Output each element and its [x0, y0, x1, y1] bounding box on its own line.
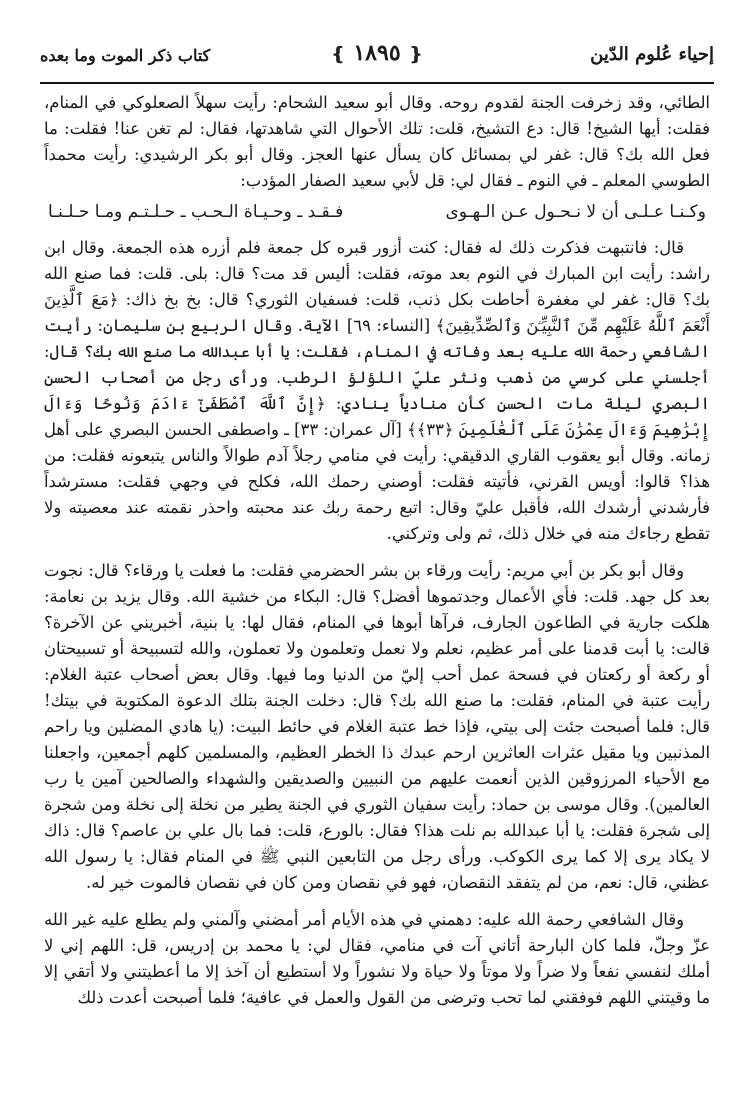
page-header — [40, 40, 714, 82]
paragraph-1: الطائي، وقد زخرفت الجنة لقدوم روحه. وقال أبو سعيد الشحام: رأيت سهلاً الصعلوكي في المنام، فقلت: أيها الشيخ! قال: دع التشيخ، قلت: تلك الأحوال التي شاهدتها، فقال: لم تغن عنا! فقلت: ما فعل الله بك؟ قال: غفر لي بمسائل كان يسأل عنها العجز. وقال أبو بكر الرشيدي: رأيت محمداً الطوسي المعلم ـ في النوم ـ فقال لي: قل لأبي سعيد الصفار المؤدب: — [44, 93, 710, 190]
section-title: كتاب ذكر الموت وما بعده — [40, 46, 211, 65]
page-number-block — [331, 40, 424, 66]
page-number: ١٨٩٥ — [353, 40, 401, 66]
ornament-right-icon: ❵ — [408, 44, 424, 65]
page-body — [44, 90, 710, 1106]
header-divider — [40, 82, 714, 84]
paragraph-2: قال: فانتبهت فذكرت ذلك له فقال: كنت أزور قبره كل جمعة فلم أزره هذه الجمعة. وقال ابن راشد: رأيت ابن المبارك في النوم بعد موته، فقلت: أليس قد مت؟ قال: بلى. قلت: فما صنع الله بك؟ قال: غفر لي مغفرة أحاطت بكل ذنب، قلت: فسفيان الثوري؟ قال: بخ بخ ذاك: ﴿مَعَ ٱلَّذِينَ أَنْعَمَ ٱللَّهُ عَلَيْهِم مِّنَ ٱلنَّبِيِّـۧنَ وَٱلصِّدِّيقِينَ﴾ [النساء: ٦٩] الآية. وقال الربيع بن سليمان: رأيت الشافعي رحمة الله عليه بعد وفاته في المنام، فقلت: يا أبا عبدالله ما صنع الله بك؟ قال: أجلسني على كرسي من ذهب ونثر عليّ اللؤلؤ الرطب. ورأى رجل من أصحاب الحسن البصري ليلة مات الحسن كأن منادياً ينادي: ﴿إِنَّ ٱللَّهَ ٱصْطَفَىٰٓ ءَادَمَ وَنُوحًا وَءَالَ إِبْرَٰهِيمَ وَءَالَ عِمْرَٰنَ عَلَى ٱلْعَٰلَمِينَ ﴿٣٣﴾﴾ [آل عمران: ٣٣] ـ واصطفى الحسن البصري على أهل زمانه. وقال أبو يعقوب القاري الدقيقي: رأيت في منامي رجلاً آدم طوالاً والناس يتبعونه فقلت: من هذا؟ قالوا: أويس القرني، فأتيته فقلت: أوصني رحمك الله، فكلح في وجهي فقلت: مسترشداً فأرشدني أرشدك الله، فأقبل عليّ وقال: اتبع رحمة ربك عند محبته واحذر نقمته عند معصيته ولا تقطع رجاءك منه في خلال ذلك، ثم ولى وتركني. — [44, 238, 710, 543]
paragraph-3: وقال أبو بكر بن أبي مريم: رأيت ورقاء بن بشر الحضرمي فقلت: ما فعلت يا ورقاء؟ قال: نجوت بعد كل جهد. قلت: فأي الأعمال وجدتموها أفضل؟ قال: البكاء من خشية الله. وقال يزيد بن نعامة: هلكت جارية في الطاعون الجارف، فرآها أبوها في المنام، فقال لها: يا بنية، أخبريني عن الآخرة؟ قالت: يا أبت قدمنا على أمر عظيم، نعلم ولا نعمل وتعلمون ولا تعملون، والله لتسبيحة أو تسبيحتان أو ركعة أو ركعتان في فسحة عمل أحب إليّ من الدنيا وما فيها. وقال بعض أصحاب عتبة الغلام: رأيت عتبة في المنام، فقلت: ما صنع الله بك؟ قال: دخلت الجنة بتلك الدعوة المكتوبة في بيتك! قال: فلما أصبحت جئت إلى بيتي، فإذا خط عتبة الغلام في حائط البيت: (يا هادي المضلين ويا راحم المذنبين ويا مقيل عثرات العاثرين ارحم عبدك ذا الخطر العظيم، والمسلمين كلهم أجمعين، واجعلنا مع الأحياء المرزوقين الذين أنعمت عليهم من النبيين والصديقين والشهداء والصالحين آمين يا رب العالمين). وقال موسى بن حماد: رأيت سفيان الثوري في الجنة يطير من نخلة إلى نخلة ومن شجرة إلى شجرة فقلت: يا أبا عبدالله بم نلت هذا؟ فقال: بالورع، قلت: فما بال علي بن عاصم؟ قال: ذاك لا يكاد يرى إلا كما يرى الكوكب. ورأى رجل من التابعين النبي ﷺ في المنام فقال: يا رسول الله عظني، قال: نعم، من لم يتفقد النقصان، فهو في نقصان ومن كان في نقصان فالموت خير له. — [44, 561, 710, 892]
poem-verse — [44, 199, 710, 225]
paragraph-4: وقال الشافعي رحمة الله عليه: دهمني في هذه الأيام أمر أمضني وآلمني ولم يطلع عليه غير الله عزّ وجلّ، فلما كان البارحة أتاني آت في منامي، فقال لي: يا محمد بن إدريس، قل: اللهم إني لا أملك لنفسي نفعاً ولا ضراً ولا موتاً ولا حياة ولا نشوراً ولا أستطيع أن آخذ إلا ما أعطيتني ولا أتقي إلا ما وقيتني اللهم فوفقني لما تحب وترضى من القول والعمل في عافية؛ فلما أصبحت أعدت ذلك — [44, 910, 710, 1007]
ornament-left-icon: ❴ — [330, 44, 346, 65]
verse-second-hemistich: فـقـد ـ وحـيـاة الـحـب ـ حـلـتـم ومـا حـلـنـا — [48, 202, 344, 222]
verse-first-hemistich: وكـنـا عـلـى أن لا نـحـول عـن الـهـوى — [445, 202, 706, 222]
book-title: إحياء عُلوم الدّين — [590, 44, 714, 65]
